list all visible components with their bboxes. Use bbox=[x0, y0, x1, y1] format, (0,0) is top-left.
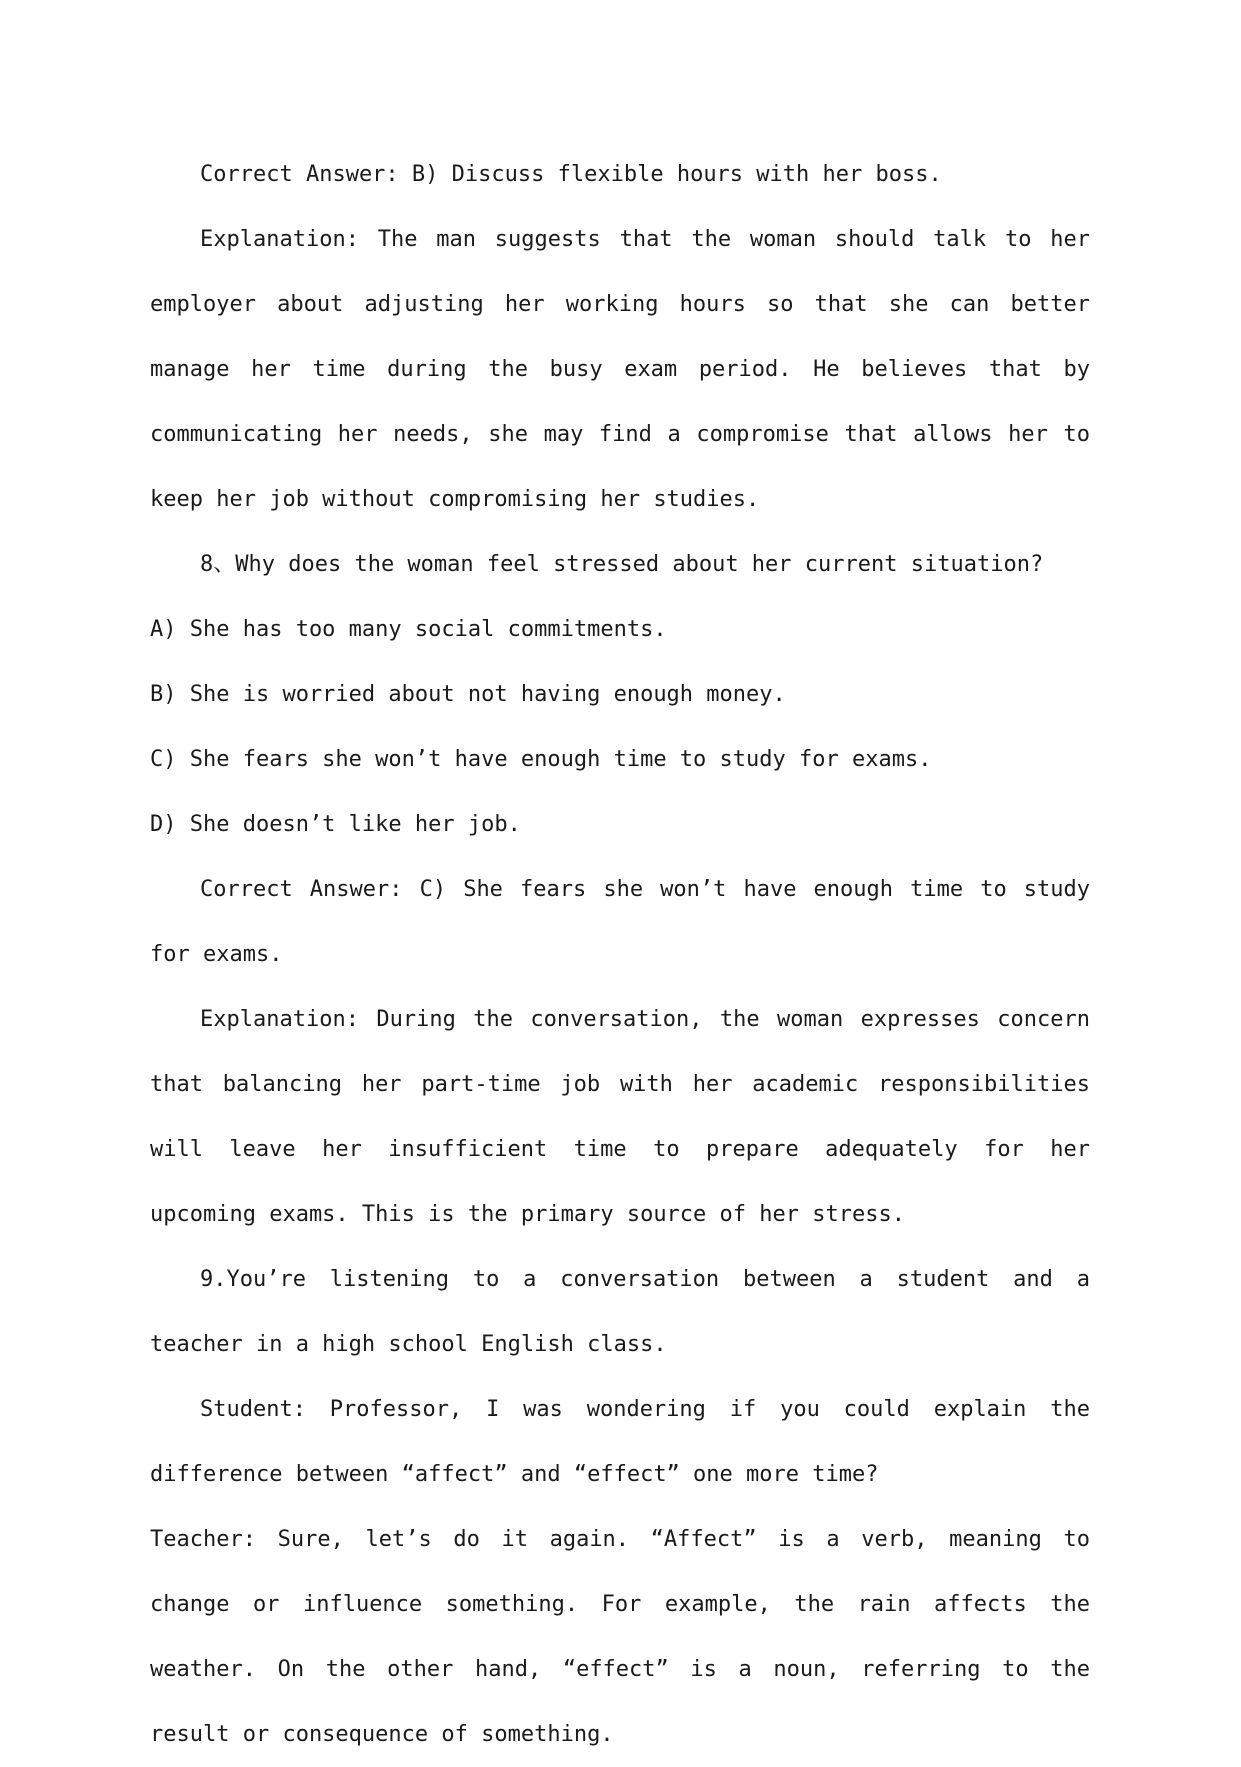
q7-correct-answer: Correct Answer: B) Discuss flexible hours with her boss. bbox=[200, 162, 942, 187]
q8-option-d: D) She doesn’t like her job. bbox=[150, 812, 521, 837]
q7-explanation: Explanation: The man suggests that the woman should talk to her employer about adjusting her working hours so that she can better manage her time during the busy exam period. He believes that by communicating her needs, she may find a compromise that allows her to keep her job without compromising her studies. bbox=[150, 227, 1090, 512]
q8-option-b: B) She is worried about not having enough money. bbox=[150, 682, 786, 707]
q8-explanation: Explanation: During the conversation, the woman expresses concern that balancing her part-time job with her academic responsibilities will leave her insufficient time to prepare adequately for her upcoming exams. This is the primary source of her stress. bbox=[150, 1007, 1090, 1227]
q9-student-line: Student: Professor, I was wondering if you could explain the difference between “affect” and “effect” one more time? bbox=[150, 1397, 1090, 1487]
q9-teacher-line: Teacher: Sure, let’s do it again. “Affect” is a verb, meaning to change or influence something. For example, the rain affects the weather. On the other hand, “effect” is a noun, referring to the result or consequence of something. bbox=[150, 1527, 1090, 1747]
document-page bbox=[150, 142, 1090, 1767]
q8-question: 8、Why does the woman feel stressed about her current situation? bbox=[200, 552, 1044, 577]
q8-option-c: C) She fears she won’t have enough time to study for exams. bbox=[150, 747, 932, 772]
q8-option-a: A) She has too many social commitments. bbox=[150, 617, 667, 642]
q9-intro: 9.You’re listening to a conversation between a student and a teacher in a high school English class. bbox=[150, 1267, 1090, 1357]
q8-correct-answer: Correct Answer: C) She fears she won’t have enough time to study for exams. bbox=[150, 877, 1090, 967]
